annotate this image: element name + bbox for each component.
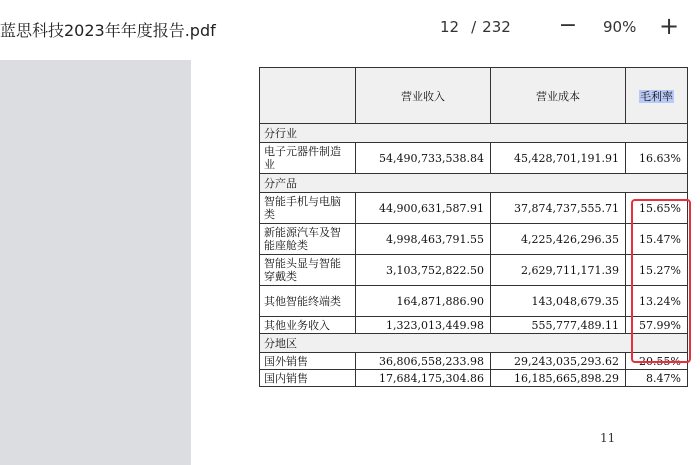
cost-cell: 37,874,737,555.71 xyxy=(491,193,626,224)
page-indicator xyxy=(440,18,511,36)
margin-cell: 57.99% xyxy=(626,317,688,334)
cost-cell: 16,185,665,898.29 xyxy=(491,370,626,387)
cost-cell: 29,243,035,293.62 xyxy=(491,353,626,370)
zoom-in-button[interactable]: + xyxy=(658,12,680,40)
margin-cell: 8.47% xyxy=(626,370,688,387)
header-cost: 营业成本 xyxy=(491,68,626,124)
margin-cell: 16.63% xyxy=(626,143,688,174)
document-title: 蓝思科技2023年年度报告.pdf xyxy=(0,21,216,40)
cost-cell: 555,777,489.11 xyxy=(491,317,626,334)
row-label: 国外销售 xyxy=(260,353,356,370)
table-row xyxy=(260,286,688,317)
section-row-industry xyxy=(260,124,688,143)
revenue-cell: 3,103,752,822.50 xyxy=(356,255,491,286)
revenue-cell: 1,323,013,449.98 xyxy=(356,317,491,334)
header-margin xyxy=(626,68,688,124)
revenue-cell: 17,684,175,304.86 xyxy=(356,370,491,387)
revenue-cell: 44,900,631,587.91 xyxy=(356,193,491,224)
pdf-toolbar xyxy=(0,0,700,58)
table-row xyxy=(260,224,688,255)
row-label: 国内销售 xyxy=(260,370,356,387)
row-label: 智能头显与智能穿戴类 xyxy=(260,255,356,286)
page-footer-number: 11 xyxy=(600,431,616,445)
row-label: 其他业务收入 xyxy=(260,317,356,334)
section-title: 分地区 xyxy=(260,334,688,353)
cost-cell: 45,428,701,191.91 xyxy=(491,143,626,174)
zoom-out-button[interactable]: − xyxy=(558,13,578,38)
row-label: 其他智能终端类 xyxy=(260,286,356,317)
section-row-region xyxy=(260,334,688,353)
table-header-row xyxy=(260,68,688,124)
section-title: 分行业 xyxy=(260,124,688,143)
table-row xyxy=(260,255,688,286)
row-label: 智能手机与电脑类 xyxy=(260,193,356,224)
margin-cell: 13.24% xyxy=(626,286,688,317)
margin-cell: 20.55% xyxy=(626,353,688,370)
highlighted-text: 毛利率 xyxy=(640,89,673,103)
table-row xyxy=(260,317,688,334)
section-row-product xyxy=(260,174,688,193)
total-pages: 232 xyxy=(482,18,511,36)
financial-table xyxy=(259,67,688,387)
margin-cell: 15.27% xyxy=(626,255,688,286)
table-row xyxy=(260,353,688,370)
table-row xyxy=(260,143,688,174)
row-label: 电子元器件制造业 xyxy=(260,143,356,174)
margin-cell: 15.47% xyxy=(626,224,688,255)
header-revenue: 营业收入 xyxy=(356,68,491,124)
header-category xyxy=(260,68,356,124)
revenue-cell: 4,998,463,791.55 xyxy=(356,224,491,255)
table-row xyxy=(260,193,688,224)
side-panel xyxy=(0,60,191,465)
cost-cell: 143,048,679.35 xyxy=(491,286,626,317)
pdf-page xyxy=(191,60,700,465)
cost-cell: 4,225,426,296.35 xyxy=(491,224,626,255)
current-page-input[interactable]: 12 xyxy=(440,18,460,36)
revenue-cell: 54,490,733,538.84 xyxy=(356,143,491,174)
row-label: 新能源汽车及智能座舱类 xyxy=(260,224,356,255)
revenue-cell: 36,806,558,233.98 xyxy=(356,353,491,370)
revenue-cell: 164,871,886.90 xyxy=(356,286,491,317)
page-separator: / xyxy=(471,18,477,36)
table-row xyxy=(260,370,688,387)
cost-cell: 2,629,711,171.39 xyxy=(491,255,626,286)
zoom-level[interactable]: 90% xyxy=(603,18,637,36)
section-title: 分产品 xyxy=(260,174,688,193)
margin-cell: 15.65% xyxy=(626,193,688,224)
